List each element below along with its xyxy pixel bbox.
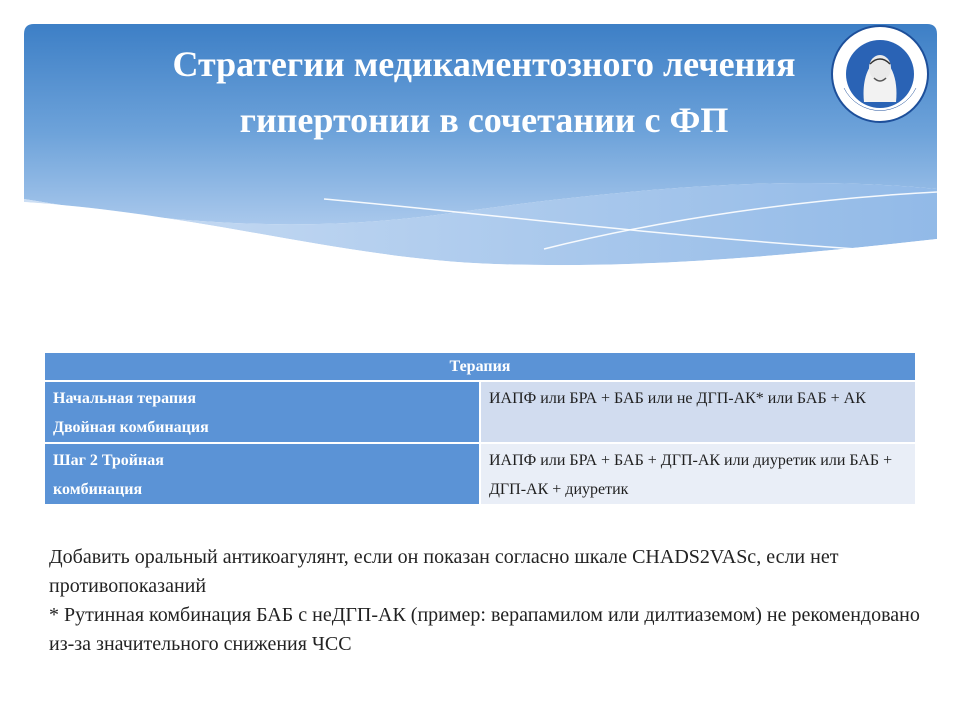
table-header: Терапия xyxy=(45,353,915,381)
foundation-logo xyxy=(824,24,936,124)
title-line-2: гипертонии в сочетании с ФП xyxy=(239,100,729,140)
row-label xyxy=(45,443,480,504)
row-label-line-1: Начальная терапия xyxy=(53,390,197,407)
row-label-line-1: Шаг 2 Тройная xyxy=(53,452,164,469)
note-anticoagulant: Добавить оральный антикоагулянт, если он показан согласно шкале CHADS2VASc, если нет противопоказаний xyxy=(49,546,839,597)
table-row xyxy=(45,443,915,504)
footnotes xyxy=(49,543,929,659)
note-combination-warning: * Рутинная комбинация БАБ с неДГП-АК (пример: верапамилом или дилтиаземом) не рекомендовано из-за значительного снижения ЧСС xyxy=(49,604,920,655)
row-label-line-2: Двойная комбинация xyxy=(53,419,209,436)
page-title xyxy=(84,36,884,148)
title-banner xyxy=(24,24,937,274)
table-row xyxy=(45,381,915,443)
row-value: ИАПФ или БРА + БАБ или не ДГП-АК* или БАБ + АК xyxy=(480,381,915,443)
row-label-line-2: комбинация xyxy=(53,481,143,498)
title-line-1: Стратегии медикаментозного лечения xyxy=(172,44,796,84)
row-value: ИАПФ или БРА + БАБ + ДГП-АК или диуретик или БАБ + ДГП-АК + диуретик xyxy=(480,443,915,504)
logo-seal xyxy=(824,24,936,124)
therapy-table xyxy=(45,353,915,504)
row-label xyxy=(45,381,480,443)
